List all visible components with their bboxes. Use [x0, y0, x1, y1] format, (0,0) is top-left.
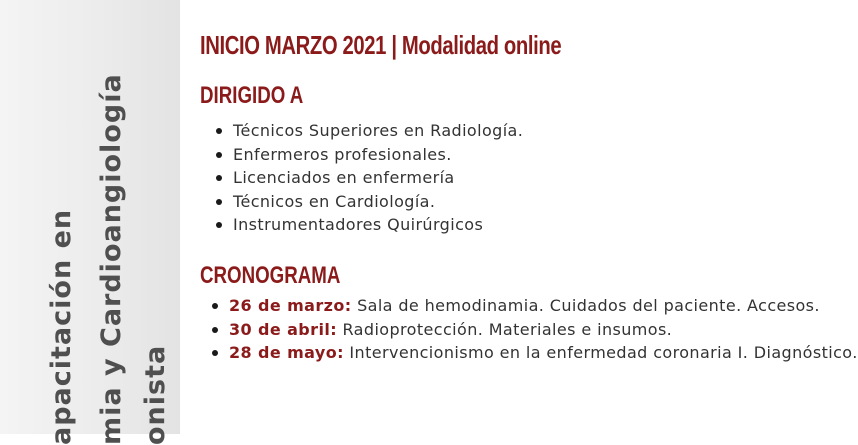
schedule-date: 26 de marzo: — [229, 296, 352, 315]
schedule-date: 28 de mayo: — [229, 343, 344, 362]
dirigido-heading: DIRIGIDO A — [200, 82, 304, 109]
schedule-item — [229, 318, 673, 342]
page-headline: INICIO MARZO 2021 | Modalidad online — [200, 30, 562, 60]
list-item: Técnicos Superiores en Radiología. — [233, 119, 523, 143]
sidebar-panel — [0, 0, 180, 445]
cronograma-list — [229, 294, 858, 365]
cronograma-heading: CRONOGRAMA — [200, 262, 341, 289]
schedule-item — [229, 294, 820, 318]
list-item: Licenciados en enfermería — [233, 166, 523, 190]
schedule-text: Radioprotección. Materiales e insumos. — [337, 319, 673, 339]
list-item: Enfermeros profesionales. — [233, 143, 523, 167]
sidebar-title-line-1: apacitación en — [46, 208, 77, 445]
sidebar-title-line-3: onista — [140, 344, 171, 445]
schedule-date: 30 de abril: — [229, 319, 338, 339]
list-item: Técnicos en Cardiología. — [233, 190, 523, 214]
schedule-text: Intervencionismo en la enfermedad coronaria I. Diagnóstico. — [343, 343, 858, 362]
dirigido-list — [233, 119, 523, 237]
schedule-text: Sala de hemodinamia. Cuidados del paciente. Accesos. — [351, 296, 820, 315]
schedule-item — [229, 341, 858, 365]
list-item: Instrumentadores Quirúrgicos — [233, 213, 523, 237]
sidebar-title-line-2: mia y Cardioangiología — [96, 73, 127, 445]
